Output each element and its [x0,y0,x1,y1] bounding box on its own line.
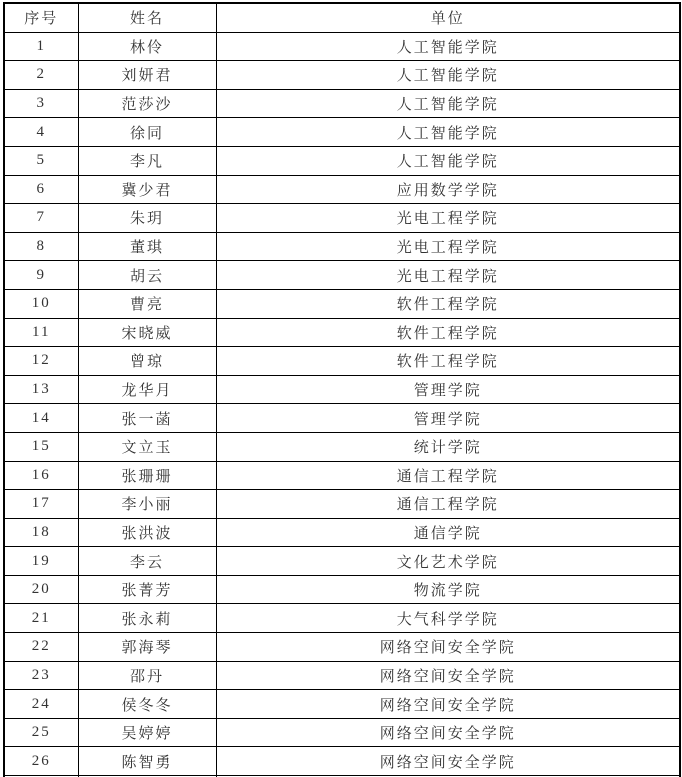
cell-unit: 光电工程学院 [216,261,680,290]
cell-unit: 网络空间安全学院 [216,747,680,776]
cell-index: 13 [4,375,78,404]
cell-index: 14 [4,404,78,433]
cell-index: 19 [4,547,78,576]
table-row [4,375,680,404]
table-row [4,490,680,519]
table-row [4,432,680,461]
cell-index: 5 [4,146,78,175]
cell-name: 侯冬冬 [78,690,216,719]
cell-unit: 软件工程学院 [216,347,680,376]
table-row [4,690,680,719]
cell-name: 吴婷婷 [78,718,216,747]
cell-unit: 人工智能学院 [216,32,680,61]
cell-name: 刘妍君 [78,61,216,90]
cell-name: 陈智勇 [78,747,216,776]
table-row [4,232,680,261]
cell-name: 范莎沙 [78,89,216,118]
cell-index: 12 [4,347,78,376]
table-row [4,318,680,347]
cell-index: 7 [4,204,78,233]
cell-name: 张珊珊 [78,461,216,490]
table-row [4,61,680,90]
table-body [4,32,680,777]
table-row [4,718,680,747]
cell-index: 8 [4,232,78,261]
cell-unit: 光电工程学院 [216,232,680,261]
cell-unit: 统计学院 [216,432,680,461]
table-row [4,32,680,61]
cell-name: 冀少君 [78,175,216,204]
cell-unit: 物流学院 [216,575,680,604]
cell-unit: 人工智能学院 [216,89,680,118]
table-row [4,289,680,318]
cell-index: 18 [4,518,78,547]
table-row [4,461,680,490]
cell-unit: 网络空间安全学院 [216,718,680,747]
cell-index: 20 [4,575,78,604]
table-row [4,89,680,118]
cell-unit: 软件工程学院 [216,289,680,318]
cell-unit: 人工智能学院 [216,118,680,147]
table-row [4,175,680,204]
table-row [4,661,680,690]
cell-index: 1 [4,32,78,61]
table-row [4,547,680,576]
cell-name: 李云 [78,547,216,576]
cell-name: 张菁芳 [78,575,216,604]
cell-name: 张洪波 [78,518,216,547]
cell-index: 26 [4,747,78,776]
cell-unit: 光电工程学院 [216,204,680,233]
cell-unit: 通信工程学院 [216,461,680,490]
table-row [4,204,680,233]
header-row [4,3,680,32]
cell-index: 3 [4,89,78,118]
cell-name: 董琪 [78,232,216,261]
table-row [4,518,680,547]
cell-index: 22 [4,633,78,662]
cell-index: 25 [4,718,78,747]
table-row [4,146,680,175]
cell-index: 23 [4,661,78,690]
cell-unit: 管理学院 [216,375,680,404]
cell-name: 张一菡 [78,404,216,433]
cell-unit: 通信工程学院 [216,490,680,519]
cell-unit: 人工智能学院 [216,146,680,175]
table-row [4,633,680,662]
cell-name: 文立玉 [78,432,216,461]
cell-name: 李凡 [78,146,216,175]
cell-name: 曹亮 [78,289,216,318]
cell-unit: 网络空间安全学院 [216,633,680,662]
cell-name: 龙华月 [78,375,216,404]
table-row [4,575,680,604]
cell-unit: 文化艺术学院 [216,547,680,576]
cell-unit: 应用数学学院 [216,175,680,204]
header-cell-index: 序号 [4,3,78,32]
table-row [4,604,680,633]
cell-name: 徐同 [78,118,216,147]
cell-name: 朱玥 [78,204,216,233]
cell-unit: 管理学院 [216,404,680,433]
table-row [4,347,680,376]
cell-unit: 人工智能学院 [216,61,680,90]
cell-name: 张永莉 [78,604,216,633]
cell-unit: 大气科学学院 [216,604,680,633]
cell-index: 2 [4,61,78,90]
cell-index: 11 [4,318,78,347]
table-row [4,261,680,290]
cell-unit: 软件工程学院 [216,318,680,347]
cell-index: 10 [4,289,78,318]
cell-index: 16 [4,461,78,490]
cell-name: 曾琼 [78,347,216,376]
table-row [4,747,680,776]
cell-index: 9 [4,261,78,290]
cell-name: 林伶 [78,32,216,61]
cell-name: 李小丽 [78,490,216,519]
cell-index: 4 [4,118,78,147]
header-cell-name: 姓名 [78,3,216,32]
cell-index: 17 [4,490,78,519]
header-cell-unit: 单位 [216,3,680,32]
table-row [4,404,680,433]
cell-unit: 网络空间安全学院 [216,661,680,690]
cell-unit: 网络空间安全学院 [216,690,680,719]
table-row [4,118,680,147]
cell-index: 21 [4,604,78,633]
cell-name: 宋晓威 [78,318,216,347]
roster-table [3,2,681,777]
cell-index: 6 [4,175,78,204]
cell-name: 邵丹 [78,661,216,690]
cell-index: 15 [4,432,78,461]
cell-name: 郭海琴 [78,633,216,662]
cell-unit: 通信学院 [216,518,680,547]
cell-index: 24 [4,690,78,719]
cell-name: 胡云 [78,261,216,290]
